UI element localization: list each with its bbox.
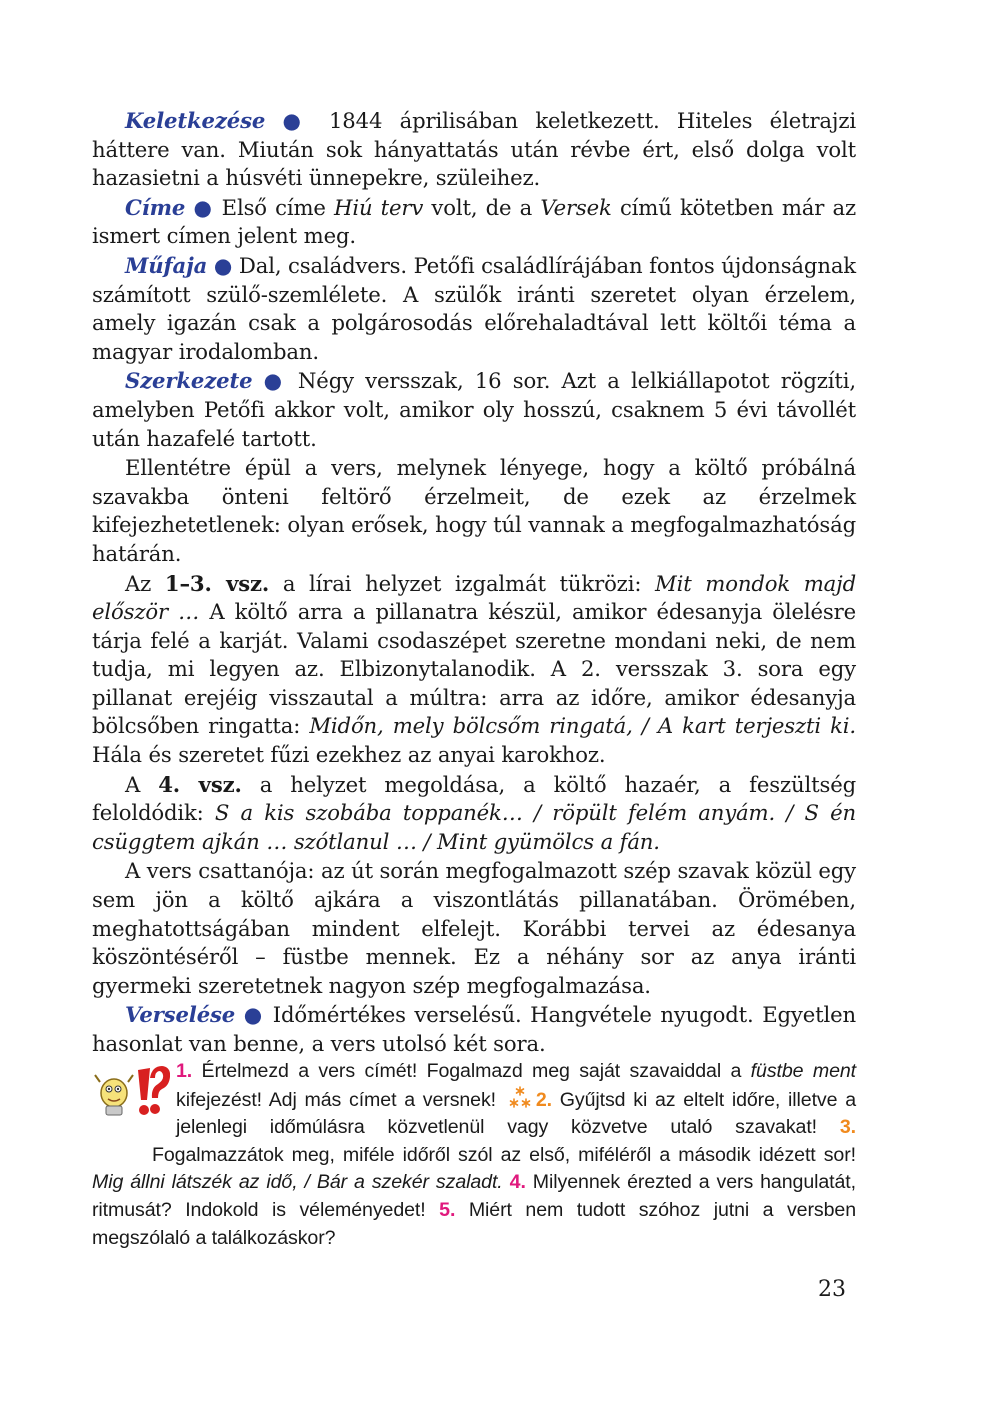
paragraph-mufaja <box>92 252 856 366</box>
bullet-icon: ● <box>213 252 233 278</box>
italic-quote: S a kis szobába toppanék… / röpült felém anyám. / S én csüggtem ajkán … szótlanul … / Mint gyümölcs a fán. <box>92 800 857 854</box>
paragraph-text: 1844 áprilisában keletkezett. Hiteles életrajzi háttere van. Miután sok hányattatás után révbe ért, első dolga volt hazasietni a húsvéti ünnepekre, szüleihez. <box>92 108 856 191</box>
paragraph-text: Első címe <box>221 194 334 220</box>
task-text-5: Miért nem tudott szóhoz jutni a versben megszólaló a találkozáskor? <box>92 1198 856 1249</box>
text-indent-spacer <box>92 1120 152 1146</box>
paragraph-verselese <box>92 1001 856 1058</box>
paragraph-text: volt, de a <box>423 194 541 220</box>
paragraph-cime <box>92 194 856 251</box>
paragraph-keletkezese <box>92 107 856 193</box>
bold-reference: 4. vsz. <box>158 771 242 797</box>
paragraph-text: Hála és szeretet fűzi ezekhez az anyai karokhoz. <box>92 742 606 768</box>
bold-reference: 1–3. vsz. <box>164 570 270 596</box>
bullet-icon: ● <box>193 194 214 220</box>
snowflake-stars-icon <box>508 1086 532 1110</box>
task-box <box>92 1058 856 1252</box>
paragraph-text: Az <box>125 570 165 596</box>
paragraph-szerkezete <box>92 367 856 453</box>
paragraph-text: A vers csattanója: az út során megfogalmazott szép szavak közül egy sem jön a költő ajkára a viszontlátás pillanatában. Örömében, meghatottságában mindent elfelejt. Korábbi tervei az édesanya köszöntéséről – füstbe mennek. Ez a néhány sor az anya iránti gyermeki szeretetnek nagyon szép megfogalmazása. <box>92 858 856 998</box>
task-text-3: Fogalmazzátok meg, miféle időről szól az első, miféléről a második idézett sor! <box>152 1143 856 1166</box>
task-text-1: Értelmezd a vers címét! Fogalmazd meg saját szavaiddal a <box>192 1060 751 1082</box>
task-number-5: 5. <box>439 1198 456 1221</box>
paragraph-csattanoja <box>92 857 856 1000</box>
bullet-icon: ● <box>243 1002 265 1028</box>
task-number-2: 2. <box>535 1088 552 1111</box>
paragraph-text: A <box>125 771 159 797</box>
page-number: 23 <box>818 1277 846 1302</box>
paragraph-text: Ellentétre épül a vers, melynek lényege, hogy a költő próbálná szavakba önteni feltörő érzelmeit, de ezek az érzelmek kifejezhetetlenek: olyan erősek, hogy túl vannak a megfogalmazhatóság határán. <box>92 455 856 566</box>
italic-quote: Midőn, mely bölcsőm ringatá, / A kart terjeszti ki. <box>309 713 856 739</box>
term-szerkezete: Szerkezete <box>125 368 253 394</box>
italic-quote: Mit mondok majd először … <box>92 570 856 625</box>
task-number-4: 4. <box>509 1171 526 1194</box>
bullet-icon: ● <box>263 368 287 394</box>
paragraph-text: a helyzet megoldása, a költő hazaér, a feszültség feloldódik: <box>92 771 856 826</box>
term-verselese: Verselése <box>125 1002 236 1028</box>
paragraph-text: Időmértékes verselésű. Hangvétele nyugodt. Egyetlen hasonlat van benne, a vers utolsó két sora. <box>92 1002 857 1056</box>
paragraph-text: című kötetben már az ismert címen jelent meg. <box>92 194 856 249</box>
paragraph-text: Dal, családvers. Petőfi családlírájában fontos újdonságnak számított szülő-szemlélete. A szülők iránti szeretet olyan érzelem, amely igazán csak a polgárosodás előrehaladtával lett költői téma a magyar irodalomban. <box>92 252 856 364</box>
paragraph-vsz4 <box>92 771 856 857</box>
italic-title: Hiú terv <box>334 194 424 220</box>
task-text-2: Gyűjtsd ki az eltelt időre, illetve a jelenlegi időmúlásra közvetlenül vagy közvetve utaló szavakat! <box>176 1088 856 1139</box>
task-italic-3: Mig állni látszék az idő, / Bár a szekér szaladt. <box>92 1171 503 1194</box>
bullet-icon: ● <box>282 108 312 133</box>
paragraph-ellentetre <box>92 454 856 568</box>
main-text <box>92 107 856 1060</box>
question-exclamation-icon <box>92 1060 170 1120</box>
task-text-1b: kifejezést! Adj más címet a versnek! <box>176 1088 497 1111</box>
task-number-1: 1. <box>176 1060 193 1082</box>
task-text-4: Milyennek érezted a vers hangulatát, ritmusát? Indokold is véleményedet! <box>92 1171 856 1221</box>
term-cime: Címe <box>125 194 186 220</box>
italic-title: Versek <box>540 194 612 220</box>
task-number-3: 3. <box>839 1116 856 1139</box>
paragraph-text: a lírai helyzet izgalmát tükrözi: <box>269 570 656 596</box>
term-keletkezese: Keletkezése <box>125 108 266 133</box>
task-italic-1: füstbe ment <box>750 1060 857 1082</box>
paragraph-vsz13 <box>92 570 856 770</box>
paragraph-text: Négy versszak, 16 sor. Azt a lelkiállapotot rögzíti, amelyben Petőfi akkor volt, amikor oly hosszú, csaknem 5 évi távollét után hazafelé tartott. <box>92 368 856 451</box>
paragraph-text: A költő arra a pillanatra készül, amikor édesanyja ölelésre tárja felé a karját. Valami csodaszépet szeretne mondani neki, de nem tudja, mi legyen az. Elbizonytalanodik. A 2. versszak 3. sora egy pillanat erejéig visszautal a múltra: arra az időre, amikor édesanyja bölcsőben ringatta: <box>92 599 856 739</box>
term-mufaja: Műfaja <box>125 252 208 278</box>
